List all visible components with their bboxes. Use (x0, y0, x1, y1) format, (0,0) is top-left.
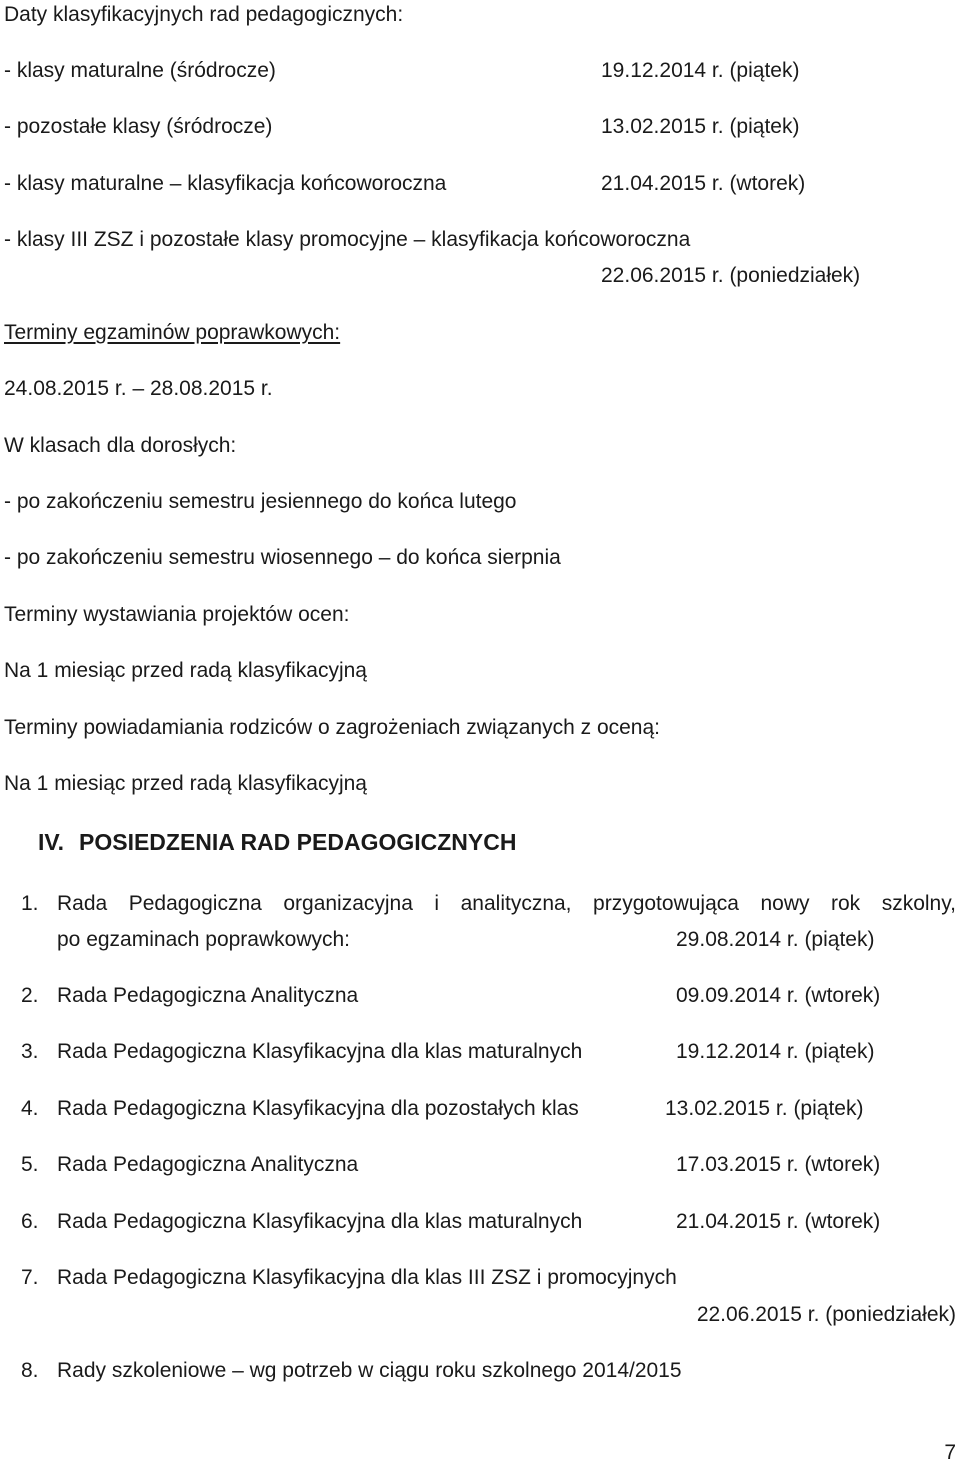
chapter-title: POSIEDZENIA RAD PEDAGOGICZNYCH (79, 829, 517, 855)
meeting-number: 2. (21, 984, 39, 1007)
meeting-description: Rada Pedagogiczna organizacyjna i analityczna, przygotowująca nowy rok szkolny, (57, 892, 956, 915)
meeting-description: Rada Pedagogiczna Analityczna (57, 984, 359, 1007)
classification-row-label: - klasy maturalne (śródrocze) (4, 59, 276, 82)
meeting-description: Rada Pedagogiczna Klasyfikacyjna dla pozostałych klas (57, 1097, 579, 1120)
meeting-number: 4. (21, 1097, 39, 1120)
meeting-description: Rada Pedagogiczna Analityczna (57, 1153, 359, 1176)
classification-row-label: - pozostałe klasy (śródrocze) (4, 115, 273, 138)
parent-notice-title: Terminy powiadamiania rodziców o zagrożeniach związanych z oceną: (4, 716, 660, 739)
meeting-description: Rada Pedagogiczna Klasyfikacyjna dla klas III ZSZ i promocyjnych (57, 1266, 677, 1289)
classification-row-date: 19.12.2014 r. (piątek) (601, 59, 800, 82)
meeting-date: 09.09.2014 r. (wtorek) (676, 984, 881, 1007)
grade-projects-title: Terminy wystawiania projektów ocen: (4, 603, 350, 626)
meeting-number: 8. (21, 1359, 39, 1382)
adult-classes-item: - po zakończeniu semestru wiosennego – do końca sierpnia (4, 546, 561, 569)
meeting-date: 13.02.2015 r. (piątek) (665, 1097, 864, 1120)
classification-row-label: - klasy maturalne – klasyfikacja końcoworoczna (4, 172, 447, 195)
classification-row-date: 13.02.2015 r. (piątek) (601, 115, 800, 138)
chapter-number: IV. (38, 829, 65, 855)
meeting-number: 6. (21, 1210, 39, 1233)
meeting-number: 5. (21, 1153, 39, 1176)
meeting-description: Rady szkoleniowe – wg potrzeb w ciągu roku szkolnego 2014/2015 (57, 1359, 682, 1382)
meeting-description: po egzaminach poprawkowych: (57, 928, 350, 951)
adult-classes-title: W klasach dla dorosłych: (4, 434, 237, 457)
grade-projects-text: Na 1 miesiąc przed radą klasyfikacyjną (4, 659, 367, 682)
meeting-number: 1. (21, 892, 39, 915)
meeting-date: 17.03.2015 r. (wtorek) (676, 1153, 881, 1176)
meeting-description: Rada Pedagogiczna Klasyfikacyjna dla klas maturalnych (57, 1040, 583, 1063)
adult-classes-item: - po zakończeniu semestru jesiennego do końca lutego (4, 490, 517, 513)
meeting-date: 21.04.2015 r. (wtorek) (676, 1210, 881, 1233)
page-number: 7 (944, 1441, 956, 1464)
classification-row-label: - klasy III ZSZ i pozostałe klasy promocyjne – klasyfikacja końcoworoczna (4, 228, 691, 251)
meeting-date: 29.08.2014 r. (piątek) (676, 928, 875, 951)
parent-notice-text: Na 1 miesiąc przed radą klasyfikacyjną (4, 772, 367, 795)
makeup-exams-title: Terminy egzaminów poprawkowych: (4, 321, 341, 344)
meeting-description: Rada Pedagogiczna Klasyfikacyjna dla klas maturalnych (57, 1210, 583, 1233)
meeting-number: 3. (21, 1040, 39, 1063)
makeup-exams-range: 24.08.2015 r. – 28.08.2015 r. (4, 377, 273, 400)
classification-row-date: 22.06.2015 r. (poniedziałek) (601, 264, 861, 287)
meeting-date: 22.06.2015 r. (poniedziałek) (696, 1303, 956, 1326)
classification-row-date: 21.04.2015 r. (wtorek) (601, 172, 806, 195)
meeting-number: 7. (21, 1266, 39, 1289)
meeting-date: 19.12.2014 r. (piątek) (676, 1040, 875, 1063)
classification-title: Daty klasyfikacyjnych rad pedagogicznych: (4, 3, 404, 26)
